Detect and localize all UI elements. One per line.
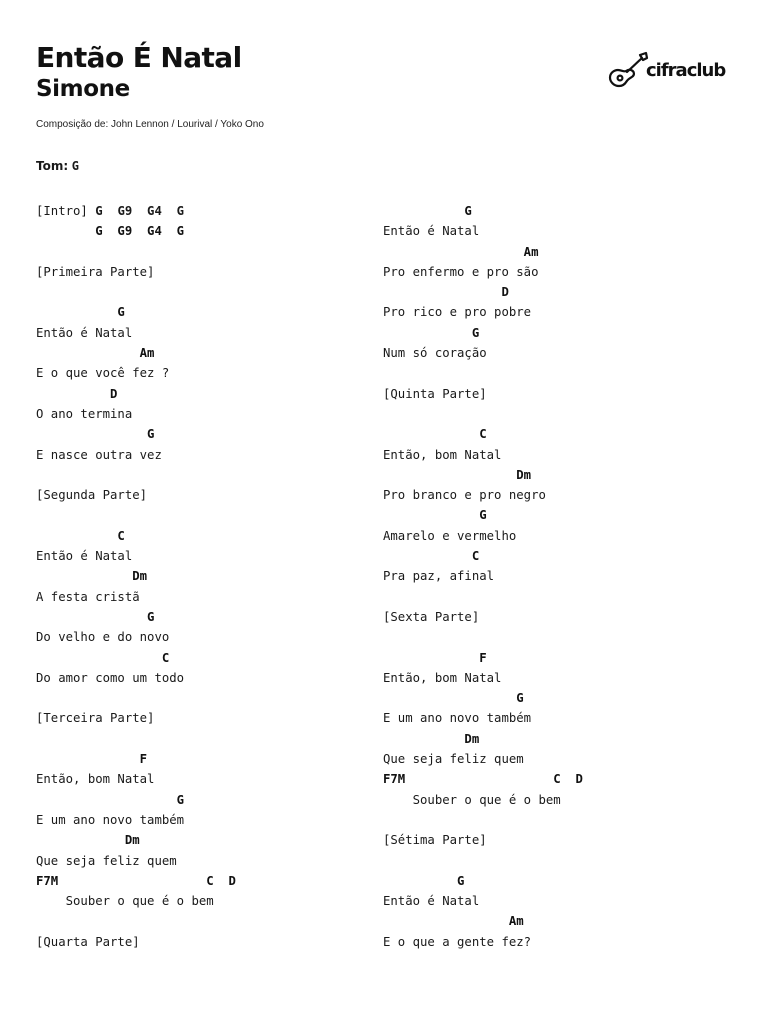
blank-line bbox=[36, 729, 376, 749]
lyric-line: Então, bom Natal bbox=[36, 772, 155, 787]
lyric-line: Então é Natal bbox=[36, 549, 133, 564]
chord-line[interactable]: G bbox=[36, 609, 155, 624]
section-heading: [Terceira Parte] bbox=[36, 711, 155, 726]
chord-line[interactable]: Dm bbox=[383, 467, 532, 482]
lyric-line: Então, bom Natal bbox=[383, 447, 502, 462]
chord-line[interactable]: G bbox=[36, 305, 125, 320]
chord-line[interactable]: G bbox=[36, 427, 155, 442]
guitar-icon bbox=[606, 50, 650, 90]
chord-line[interactable]: Am bbox=[383, 244, 539, 259]
lyric-line: E um ano novo também bbox=[36, 812, 185, 827]
lyric-line: E um ano novo também bbox=[383, 711, 532, 726]
lyric-line: Num só coração bbox=[383, 346, 487, 361]
chord-sheet-column-right bbox=[383, 201, 723, 952]
chord-line[interactable]: F bbox=[383, 650, 487, 665]
blank-line bbox=[36, 465, 376, 485]
lyric-line: Então é Natal bbox=[36, 325, 133, 340]
lyric-line: Que seja feliz quem bbox=[36, 853, 177, 868]
chord-line[interactable]: Dm bbox=[36, 833, 140, 848]
lyric-line: Pro rico e pro pobre bbox=[383, 305, 532, 320]
lyric-line: Amarelo e vermelho bbox=[383, 528, 517, 543]
lyric-line: Então, bom Natal bbox=[383, 670, 502, 685]
chord-line[interactable]: C bbox=[383, 427, 487, 442]
chord-line[interactable]: Am bbox=[383, 914, 524, 929]
blank-line bbox=[36, 911, 376, 931]
lyric-line: E o que a gente fez? bbox=[383, 934, 532, 949]
section-heading: [Sétima Parte] bbox=[383, 833, 487, 848]
blank-line bbox=[383, 627, 723, 647]
section-heading: [Primeira Parte] bbox=[36, 264, 155, 279]
section-heading: [Quinta Parte] bbox=[383, 386, 487, 401]
lyric-line: O ano termina bbox=[36, 406, 133, 421]
blank-line bbox=[383, 363, 723, 383]
chord-line[interactable]: G bbox=[383, 691, 524, 706]
chord-line[interactable]: G bbox=[383, 508, 487, 523]
chord-line[interactable]: F bbox=[36, 752, 148, 767]
chord-line[interactable]: C bbox=[36, 650, 170, 665]
chord-line[interactable]: F7M C D bbox=[36, 873, 236, 888]
lyric-line: Que seja feliz quem bbox=[383, 752, 524, 767]
lyric-line: Souber o que é o bem bbox=[383, 792, 561, 807]
lyric-line: E o que você fez ? bbox=[36, 366, 170, 381]
chord-line[interactable]: Am bbox=[36, 346, 155, 361]
lyric-line: Pro enfermo e pro são bbox=[383, 264, 539, 279]
blank-line bbox=[36, 505, 376, 525]
chord-line[interactable]: G bbox=[36, 792, 185, 807]
chord-line[interactable]: D bbox=[36, 386, 118, 401]
chord-line[interactable]: F7M C D bbox=[383, 772, 583, 787]
key-label: Tom: bbox=[36, 159, 69, 173]
section-heading: [Sexta Parte] bbox=[383, 609, 480, 624]
intro-chords[interactable]: G G9 G4 G bbox=[87, 204, 185, 218]
section-heading: [Segunda Parte] bbox=[36, 488, 148, 503]
blank-line bbox=[36, 282, 376, 302]
blank-line bbox=[36, 242, 376, 262]
blank-line bbox=[383, 851, 723, 871]
chord-line[interactable]: C bbox=[36, 528, 125, 543]
lyric-line: Do amor como um todo bbox=[36, 670, 185, 685]
song-key bbox=[36, 157, 79, 175]
blank-line bbox=[383, 587, 723, 607]
section-heading bbox=[36, 201, 376, 221]
chord-line[interactable]: Dm bbox=[383, 731, 480, 746]
section-heading: [Quarta Parte] bbox=[36, 934, 140, 949]
blank-line bbox=[383, 404, 723, 424]
chord-line[interactable]: G bbox=[383, 325, 480, 340]
lyric-line: A festa cristã bbox=[36, 589, 140, 604]
lyric-line: Pra paz, afinal bbox=[383, 569, 495, 584]
lyric-line: Do velho e do novo bbox=[36, 630, 170, 645]
blank-line bbox=[383, 810, 723, 830]
chord-line[interactable]: C bbox=[383, 549, 480, 564]
composer-credit: Composição de: John Lennon / Lourival / Yoko Ono bbox=[36, 119, 264, 130]
lyric-line: E nasce outra vez bbox=[36, 447, 162, 462]
chord-line[interactable]: G bbox=[383, 204, 472, 218]
chord-line[interactable]: D bbox=[383, 285, 509, 300]
cifraclub-logo[interactable] bbox=[606, 48, 726, 94]
chord-line[interactable]: Dm bbox=[36, 569, 148, 584]
chord-line[interactable]: G bbox=[383, 873, 465, 888]
lyric-line: Souber o que é o bem bbox=[36, 894, 214, 909]
lyric-line: Então é Natal bbox=[383, 894, 480, 909]
song-title: Então É Natal bbox=[36, 41, 242, 74]
artist-name[interactable]: Simone bbox=[36, 76, 130, 102]
chord-sheet-column-left bbox=[36, 201, 376, 952]
blank-line bbox=[36, 688, 376, 708]
lyric-line: Pro branco e pro negro bbox=[383, 488, 546, 503]
key-value[interactable]: G bbox=[71, 159, 79, 173]
chord-line[interactable]: G G9 G4 G bbox=[36, 224, 185, 239]
lyric-line: Então é Natal bbox=[383, 224, 480, 239]
logo-text: cifraclub bbox=[646, 60, 726, 81]
section-label: [Intro] bbox=[36, 204, 88, 218]
